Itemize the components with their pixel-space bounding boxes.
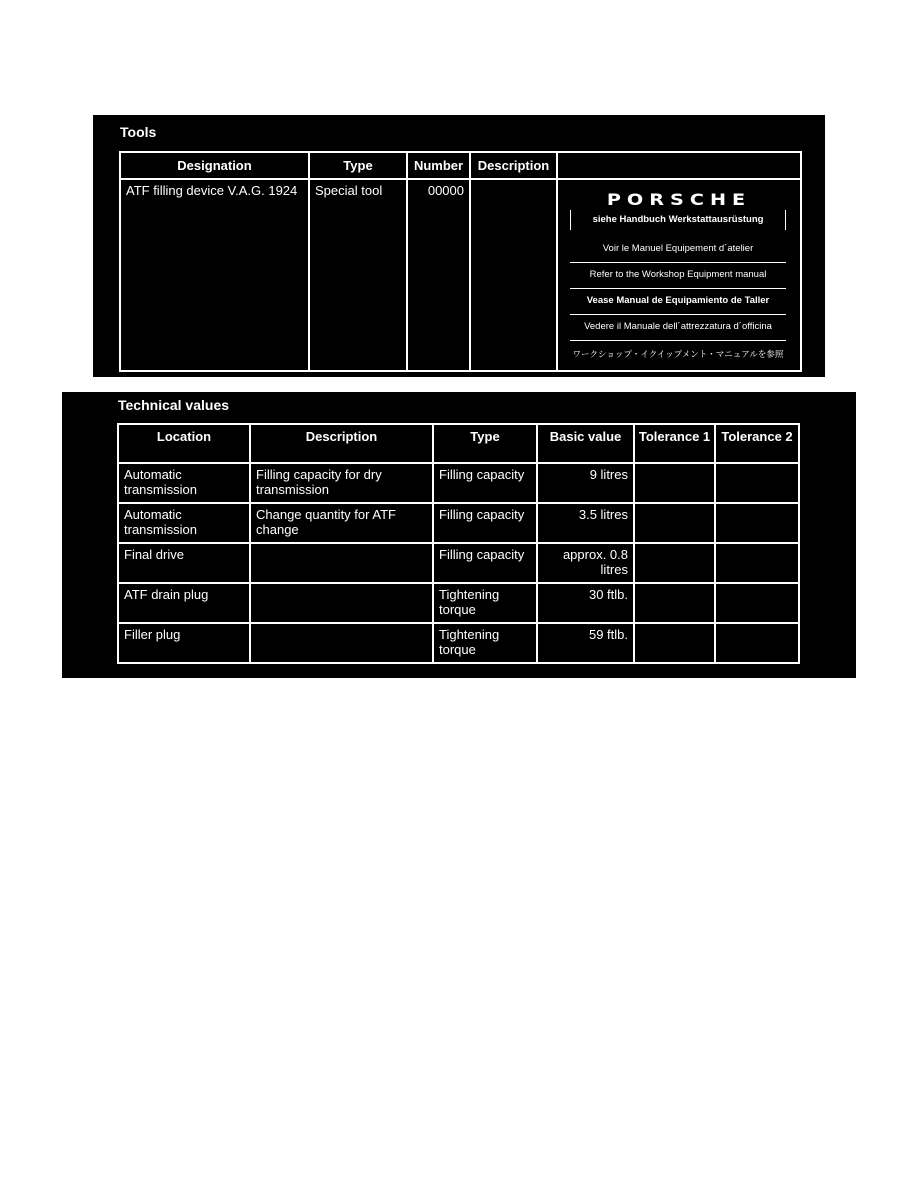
tools-panel <box>93 115 825 377</box>
table-row <box>118 503 799 543</box>
tech-header-row <box>118 424 799 463</box>
technical-values-panel <box>62 392 856 678</box>
cell-type: Filling capacity <box>433 543 537 583</box>
col-header-type: Type <box>433 424 537 463</box>
col-header-type: Type <box>309 152 407 179</box>
col-header-basic-value: Basic value <box>537 424 634 463</box>
cell-location: Automatic transmission <box>118 503 250 543</box>
col-header-description: Description <box>470 152 557 179</box>
table-row <box>118 583 799 623</box>
notice-line-ja: ワークショップ・イクイップメント・マニュアルを参照 <box>572 349 784 359</box>
table-row <box>118 543 799 583</box>
technical-values-title: Technical values <box>118 397 230 413</box>
cell-basic-value: 3.5 litres <box>537 503 634 543</box>
notice-line-de: siehe Handbuch Werkstattausrüstung <box>570 210 786 230</box>
col-header-location: Location <box>118 424 250 463</box>
col-header-description: Description <box>250 424 433 463</box>
cell-location: ATF drain plug <box>118 583 250 623</box>
cell-tolerance-2 <box>715 583 799 623</box>
cell-type: Tightening torque <box>433 583 537 623</box>
cell-location: Automatic transmission <box>118 463 250 503</box>
cell-basic-value: 30 ftlb. <box>537 583 634 623</box>
cell-description <box>250 543 433 583</box>
cell-tolerance-1 <box>634 623 715 663</box>
cell-description: Change quantity for ATF change <box>250 503 433 543</box>
porsche-logo: PORSCHE <box>606 190 752 209</box>
cell-type: Tightening torque <box>433 623 537 663</box>
tools-table <box>119 151 802 372</box>
cell-type: Filling capacity <box>433 463 537 503</box>
cell-tolerance-1 <box>634 583 715 623</box>
col-header-tolerance-2: Tolerance 2 <box>715 424 799 463</box>
cell-tolerance-1 <box>634 463 715 503</box>
cell-basic-value: 9 litres <box>537 463 634 503</box>
cell-location: Final drive <box>118 543 250 583</box>
cell-tolerance-2 <box>715 463 799 503</box>
col-header-designation: Designation <box>120 152 309 179</box>
notice-line-es: Vease Manual de Equipamiento de Taller <box>570 288 786 315</box>
table-row <box>118 463 799 503</box>
tool-designation: ATF filling device V.A.G. 1924 <box>120 179 309 371</box>
table-row <box>120 179 801 371</box>
cell-basic-value: 59 ftlb. <box>537 623 634 663</box>
notice-line-it: Vedere il Manuale dell´attrezzatura d´officina <box>570 314 786 341</box>
cell-location: Filler plug <box>118 623 250 663</box>
col-header-number: Number <box>407 152 470 179</box>
porsche-equipment-notice <box>557 179 801 371</box>
cell-description: Filling capacity for dry transmission <box>250 463 433 503</box>
tool-description <box>470 179 557 371</box>
cell-description <box>250 583 433 623</box>
tool-type: Special tool <box>309 179 407 371</box>
table-row <box>118 623 799 663</box>
col-header-tolerance-1: Tolerance 1 <box>634 424 715 463</box>
cell-tolerance-1 <box>634 503 715 543</box>
cell-tolerance-2 <box>715 503 799 543</box>
cell-tolerance-1 <box>634 543 715 583</box>
notice-line-en: Refer to the Workshop Equipment manual <box>570 262 786 289</box>
cell-tolerance-2 <box>715 623 799 663</box>
technical-values-table <box>117 423 800 664</box>
col-header-image <box>557 152 801 179</box>
cell-description <box>250 623 433 663</box>
tools-title: Tools <box>120 124 157 140</box>
cell-type: Filling capacity <box>433 503 537 543</box>
tools-header-row <box>120 152 801 179</box>
notice-line-fr: Voir le Manuel Equipement d´atelier <box>570 236 786 263</box>
cell-basic-value: approx. 0.8 litres <box>537 543 634 583</box>
cell-tolerance-2 <box>715 543 799 583</box>
tool-number: 00000 <box>407 179 470 371</box>
